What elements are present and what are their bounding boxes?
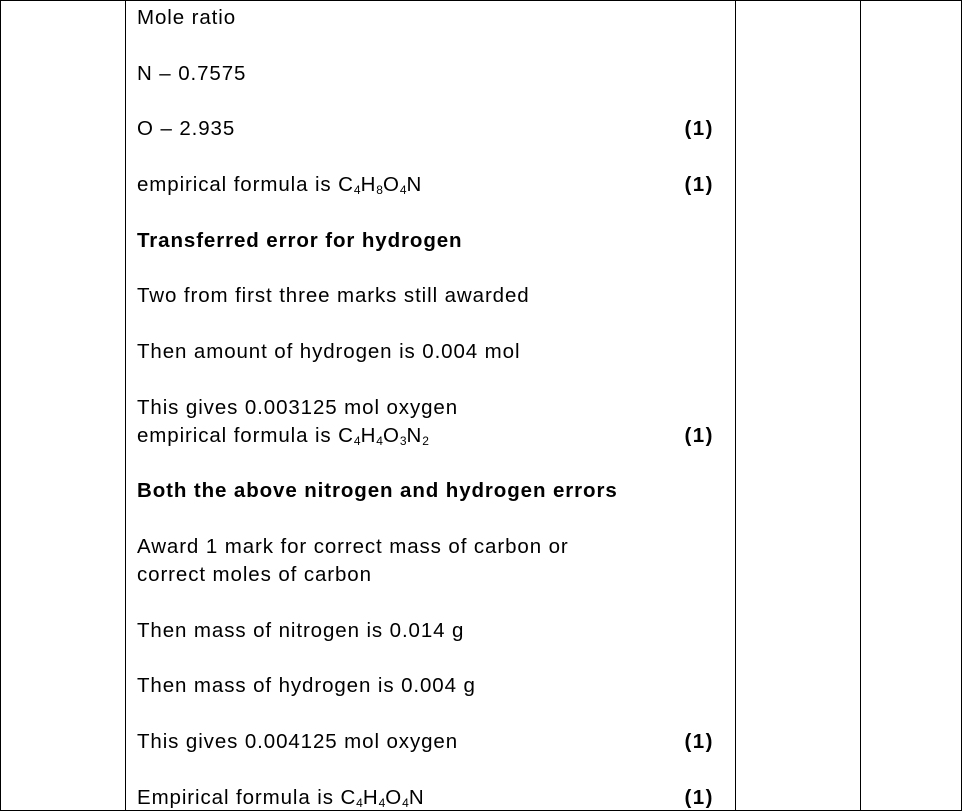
column-divider-2 [735, 0, 736, 811]
empirical-formula-2-mark: (1) [684, 424, 714, 447]
table-top-border [0, 0, 962, 1]
mole-ratio-heading: Mole ratio [137, 6, 237, 29]
award-line-1: Award 1 mark for correct mass of carbon or [137, 535, 569, 558]
both-errors-heading: Both the above nitrogen and hydrogen errors [137, 479, 618, 502]
hydrogen-error-heading: Transferred error for hydrogen [137, 229, 463, 252]
oxygen-gives-2-mark: (1) [684, 730, 714, 753]
hydrogen-amount: Then amount of hydrogen is 0.004 mol [137, 340, 521, 363]
empirical-formula-3 [137, 786, 425, 810]
oxygen-gives-2: This gives 0.004125 mol oxygen [137, 730, 459, 753]
empirical-formula-3-prefix: Empirical formula is [137, 786, 341, 809]
column-divider-3 [860, 0, 861, 811]
oxygen-gives-1: This gives 0.003125 mol oxygen [137, 396, 459, 419]
empirical-formula-2 [137, 424, 429, 448]
formula-c4h4o4n: $C_4H_4O_4N$ [340, 786, 425, 810]
nitrogen-ratio: N – 0.7575 [137, 62, 247, 85]
nitrogen-mass: Then mass of nitrogen is 0.014 g [137, 619, 465, 642]
empirical-formula-3-mark: (1) [684, 786, 714, 809]
hydrogen-mass: Then mass of hydrogen is 0.004 g [137, 674, 476, 697]
empirical-formula-1-prefix: empirical formula is [137, 173, 339, 196]
empirical-formula-1 [137, 173, 422, 197]
two-marks-note: Two from first three marks still awarded [137, 284, 530, 307]
empirical-formula-2-prefix: empirical formula is [137, 424, 339, 447]
empirical-formula-1-mark: (1) [684, 173, 714, 196]
oxygen-ratio: O – 2.935 [137, 117, 236, 140]
award-line-2: correct moles of carbon [137, 563, 372, 586]
column-divider-1 [125, 0, 126, 811]
formula-c4h4o3n2: $C_4H_4O_3N_2$ [338, 424, 429, 448]
oxygen-ratio-mark: (1) [684, 117, 714, 140]
table-left-border [0, 0, 1, 811]
formula-c4h8o4n: $C_4H_8O_4N$ [338, 173, 423, 197]
